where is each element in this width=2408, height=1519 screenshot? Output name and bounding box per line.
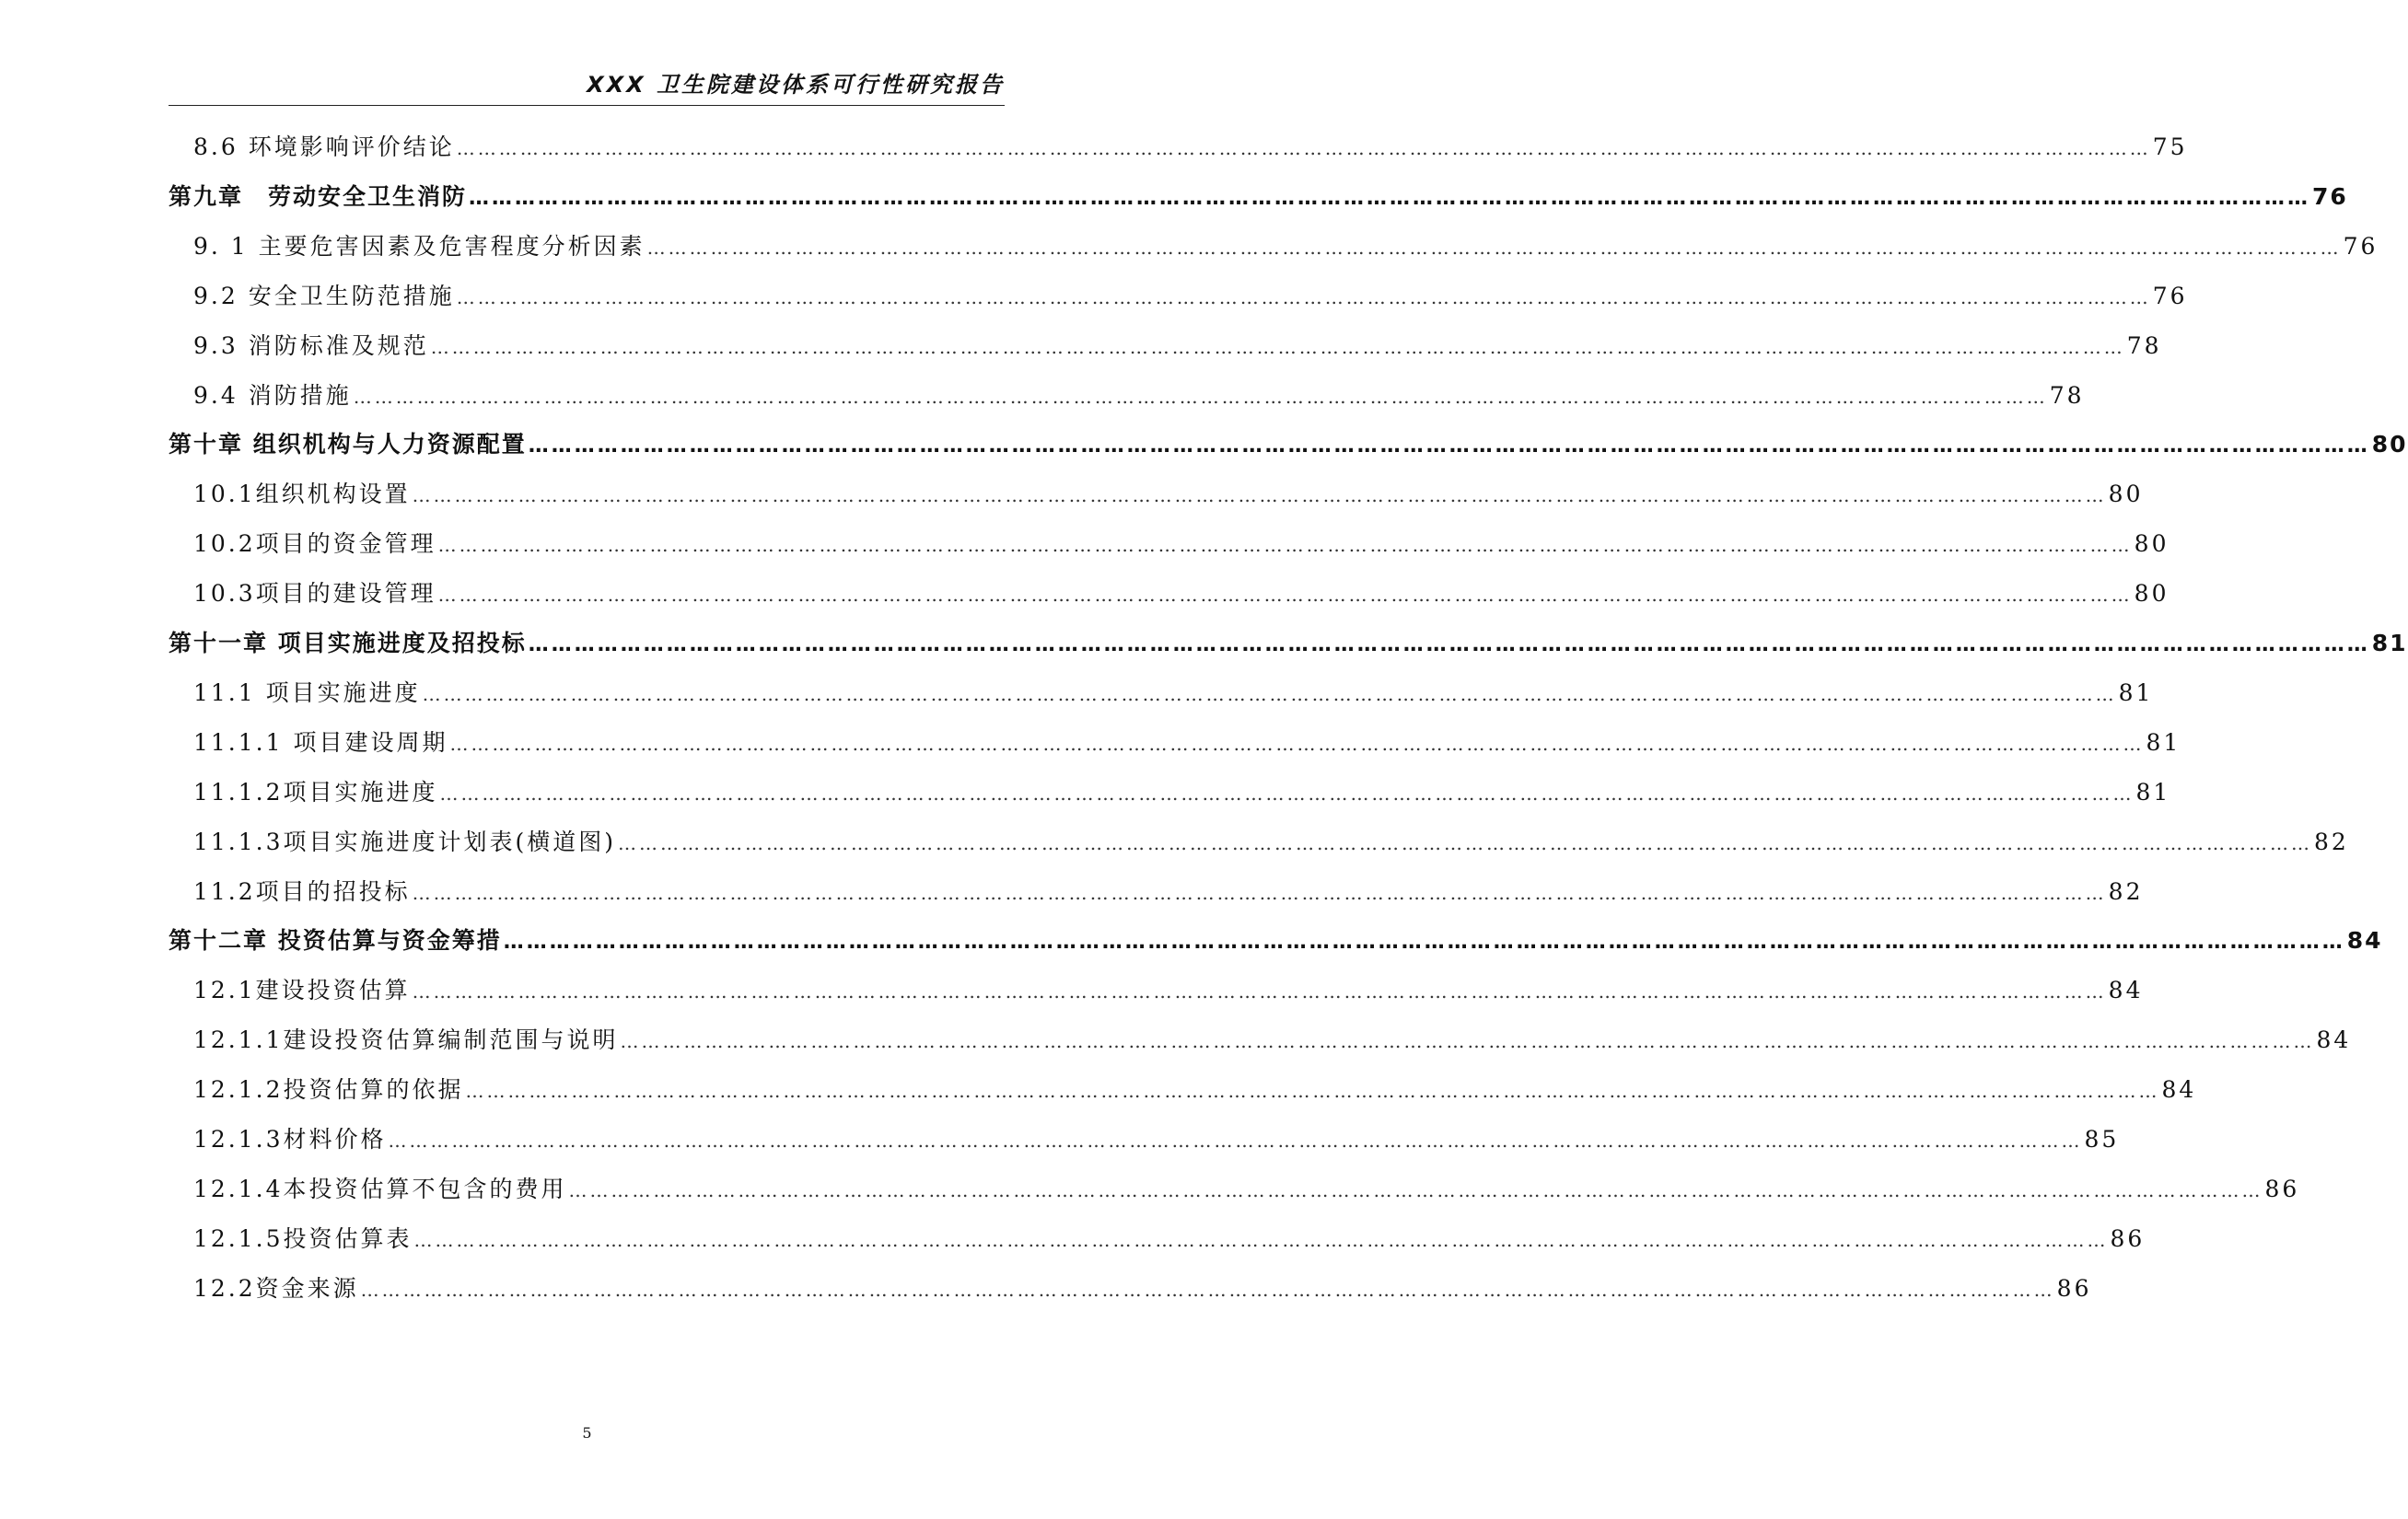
toc-leader-dots: …………………………………………………………………………………………………………………………………………………………………………………………………………………… <box>422 682 2117 705</box>
toc-page-number: 85 <box>2084 1126 2120 1153</box>
toc-entry-label: 第十二章 投资估算与资金筹措 <box>169 927 502 955</box>
toc-section-entry[interactable] <box>193 675 2154 712</box>
toc-leader-dots: …………………………………………………………………………………………………………………………………………………………………………………………………………………… <box>412 881 2107 904</box>
page-number: 5 <box>582 1424 592 1442</box>
toc-section-entry[interactable] <box>193 972 2144 1009</box>
toc-leader-dots: …………………………………………………………………………………………………………………………………………………………………………………………………………………… <box>618 831 2313 854</box>
toc-section-entry[interactable] <box>193 526 2170 562</box>
toc-page-number: 81 <box>2371 630 2408 656</box>
toc-leader-dots: …………………………………………………………………………………………………………………………………………………………………………………………………………………… <box>469 186 2311 210</box>
toc-page-number: 81 <box>2135 778 2171 806</box>
toc-page-number: 81 <box>2146 728 2181 756</box>
toc-chapter-entry[interactable] <box>169 922 2383 959</box>
toc-section-entry[interactable] <box>193 774 2171 811</box>
toc-chapter-entry[interactable] <box>169 625 2408 662</box>
toc-entry-label: 12.1.2投资估算的依据 <box>193 1076 464 1104</box>
toc-leader-dots: …………………………………………………………………………………………………………………………………………………………………………………………………………………… <box>439 782 2135 805</box>
toc-entry-label: 9. 1 主要危害因素及危害程度分析因素 <box>193 232 646 260</box>
header-divider <box>169 105 1005 106</box>
toc-leader-dots: …………………………………………………………………………………………………………………………………………………………………………………………………………………… <box>353 385 2048 408</box>
toc-chapter-entry[interactable] <box>169 179 2348 215</box>
toc-entry-label: 12.1建设投资估算 <box>193 977 411 1004</box>
toc-entry-label: 第十一章 项目实施进度及招投标 <box>169 630 527 656</box>
toc-entry-label: 12.1.1建设投资估算编制范围与说明 <box>193 1026 619 1054</box>
toc-section-entry[interactable] <box>193 874 2144 910</box>
toc-page-number: 80 <box>2134 530 2170 558</box>
toc-leader-dots: …………………………………………………………………………………………………………………………………………………………………………………………………………………… <box>412 980 2107 1003</box>
toc-entry-label: 12.1.4本投资估算不包含的费用 <box>193 1175 567 1202</box>
toc-page-number: 76 <box>2312 182 2348 210</box>
toc-page-number: 80 <box>2134 580 2170 608</box>
toc-leader-dots: …………………………………………………………………………………………………………………………………………………………………………………………………………………… <box>449 732 2145 755</box>
toc-section-entry[interactable] <box>193 476 2144 513</box>
toc-entry-label: 第九章 劳动安全卫生消防 <box>169 182 468 210</box>
toc-leader-dots: …………………………………………………………………………………………………………………………………………………………………………………………………………………… <box>437 584 2133 607</box>
toc-page-number: 80 <box>2371 431 2408 458</box>
toc-page-number: 84 <box>2346 927 2383 955</box>
toc-leader-dots: …………………………………………………………………………………………………………………………………………………………………………………………………………………… <box>646 236 2342 259</box>
toc-page-number: 86 <box>2056 1274 2092 1302</box>
toc-section-entry[interactable] <box>193 824 2349 861</box>
toc-leader-dots: …………………………………………………………………………………………………………………………………………………………………………………………………………………… <box>412 484 2107 507</box>
toc-leader-dots: …………………………………………………………………………………………………………………………………………………………………………………………………………………… <box>620 1030 2315 1053</box>
toc-entry-label: 11.1 项目实施进度 <box>193 678 421 706</box>
toc-section-entry[interactable] <box>193 1221 2146 1258</box>
toc-entry-label: 9.4 消防措施 <box>193 381 352 409</box>
toc-entry-label: 12.2资金来源 <box>193 1274 359 1302</box>
toc-leader-dots: …………………………………………………………………………………………………………………………………………………………………………………………………………………… <box>465 1080 2160 1103</box>
toc-leader-dots: …………………………………………………………………………………………………………………………………………………………………………………………………………………… <box>430 335 2125 358</box>
toc-leader-dots: …………………………………………………………………………………………………………………………………………………………………………………………………………………… <box>388 1130 2083 1152</box>
toc-entry-label: 10.1组织机构设置 <box>193 481 411 508</box>
toc-page-number: 86 <box>2110 1224 2146 1252</box>
toc-page-number: 81 <box>2118 678 2154 706</box>
running-header: XXX 卫生院建设体系可行性研究报告 <box>587 72 1005 98</box>
toc-leader-dots: …………………………………………………………………………………………………………………………………………………………………………………………………………………… <box>528 633 2370 656</box>
toc-section-entry[interactable] <box>193 377 2085 414</box>
toc-entry-label: 第十章 组织机构与人力资源配置 <box>169 431 527 458</box>
toc-section-entry[interactable] <box>193 1270 2092 1307</box>
toc-leader-dots: …………………………………………………………………………………………………………………………………………………………………………………………………………………… <box>413 1228 2109 1251</box>
toc-leader-dots: …………………………………………………………………………………………………………………………………………………………………………………………………………………… <box>528 435 2370 458</box>
toc-chapter-entry[interactable] <box>169 426 2408 463</box>
toc-page-number: 82 <box>2108 877 2144 905</box>
toc-entry-label: 12.1.5投资估算表 <box>193 1224 413 1252</box>
toc-leader-dots: …………………………………………………………………………………………………………………………………………………………………………………………………………………… <box>360 1278 2055 1301</box>
toc-entry-label: 10.3项目的建设管理 <box>193 580 436 608</box>
toc-entry-label: 11.1.2项目实施进度 <box>193 778 438 806</box>
toc-entry-label: 12.1.3材料价格 <box>193 1126 387 1153</box>
toc-leader-dots: …………………………………………………………………………………………………………………………………………………………………………………………………………………… <box>456 137 2151 159</box>
toc-page-number: 76 <box>2343 232 2379 260</box>
toc-entry-label: 8.6 环境影响评价结论 <box>193 133 455 160</box>
toc-page-number: 75 <box>2152 133 2188 160</box>
toc-page-number: 80 <box>2108 481 2144 508</box>
toc-leader-dots: …………………………………………………………………………………………………………………………………………………………………………………………………………………… <box>568 1178 2263 1201</box>
toc-section-entry[interactable] <box>193 129 2188 166</box>
toc-page-number: 84 <box>2108 977 2144 1004</box>
toc-section-entry[interactable] <box>193 725 2181 761</box>
toc-page-number: 78 <box>2049 381 2085 409</box>
toc-entry-label: 9.3 消防标准及规范 <box>193 331 429 359</box>
toc-entry-label: 11.2项目的招投标 <box>193 877 411 905</box>
toc-page-number: 86 <box>2264 1175 2300 1202</box>
toc-leader-dots: …………………………………………………………………………………………………………………………………………………………………………………………………………………… <box>503 931 2345 955</box>
toc-section-entry[interactable] <box>193 278 2188 315</box>
toc-section-entry[interactable] <box>193 1072 2197 1108</box>
toc-section-entry[interactable] <box>193 1022 2352 1059</box>
toc-section-entry[interactable] <box>193 328 2162 365</box>
toc-section-entry[interactable] <box>193 1171 2300 1208</box>
toc-page-number: 78 <box>2126 331 2162 359</box>
toc-section-entry[interactable] <box>193 575 2170 612</box>
toc-section-entry[interactable] <box>193 1121 2120 1158</box>
toc-page-number: 84 <box>2316 1026 2352 1054</box>
toc-leader-dots: …………………………………………………………………………………………………………………………………………………………………………………………………………………… <box>456 285 2151 308</box>
toc-entry-label: 10.2项目的资金管理 <box>193 530 436 558</box>
toc-page-number: 84 <box>2161 1076 2197 1104</box>
toc-entry-label: 11.1.1 项目建设周期 <box>193 728 448 756</box>
toc-page-number: 76 <box>2152 282 2188 309</box>
toc-leader-dots: …………………………………………………………………………………………………………………………………………………………………………………………………………………… <box>437 534 2133 557</box>
toc-section-entry[interactable] <box>193 228 2379 265</box>
toc-entry-label: 11.1.3项目实施进度计划表(横道图) <box>193 828 617 855</box>
toc-entry-label: 9.2 安全卫生防范措施 <box>193 282 455 309</box>
toc-page-number: 82 <box>2314 828 2349 855</box>
